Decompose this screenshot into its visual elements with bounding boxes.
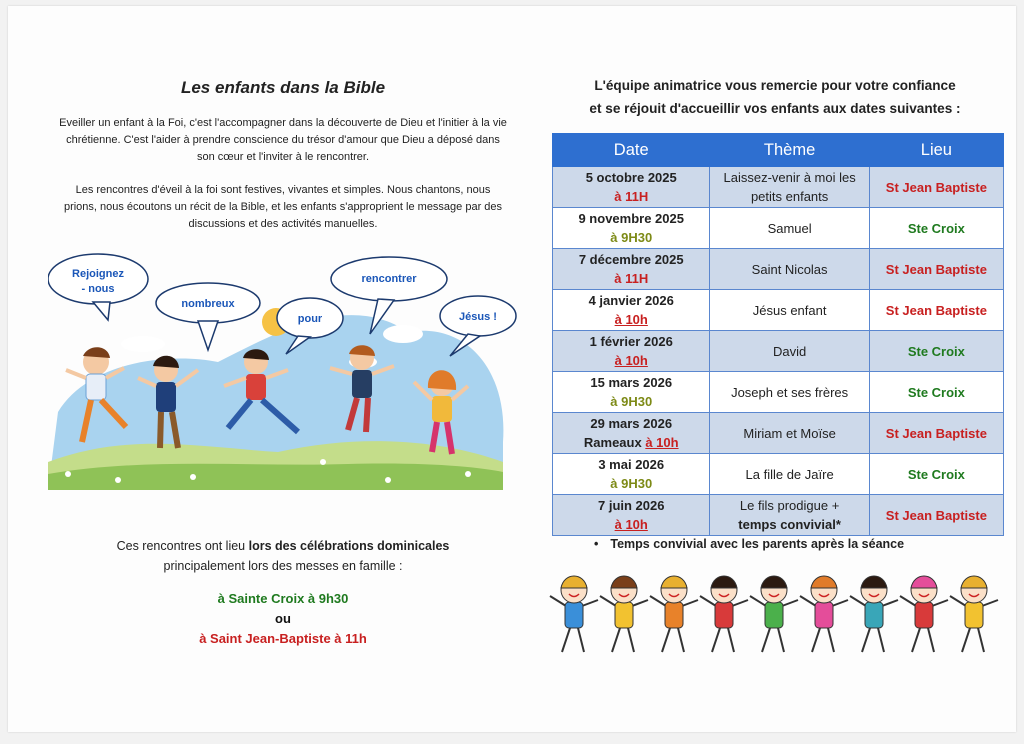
bubble-text-2: - nous (81, 283, 115, 295)
row-date-cell (553, 167, 710, 208)
page-title: Les enfants dans la Bible (180, 78, 386, 97)
row-theme-cell (710, 495, 869, 536)
table-row (553, 495, 1004, 536)
location-or: ou (275, 611, 291, 626)
row-theme: Samuel (767, 220, 812, 236)
bubble-nombreux (156, 283, 260, 350)
table-row (553, 372, 1004, 413)
row-date: 7 décembre 2025 (578, 252, 684, 267)
header-theme: Thème (710, 134, 869, 167)
row-date-cell (553, 372, 710, 413)
row-date: 5 octobre 2025 (585, 170, 677, 185)
row-date-cell (553, 413, 710, 454)
table-header-row (553, 134, 1004, 167)
row-date-cell (553, 290, 710, 331)
row-theme-cell (710, 208, 869, 249)
convivial-note (594, 537, 1014, 551)
row-time: à 10h (614, 517, 648, 532)
row-theme: Joseph et ses frères (731, 384, 849, 400)
row-time: à 9H30 (610, 476, 653, 491)
row-date-cell (553, 331, 710, 372)
bullet-icon: • (594, 537, 599, 551)
kid-figure (800, 576, 848, 652)
row-theme: Miriam et Moïse (743, 425, 836, 441)
kid-figure (900, 576, 948, 652)
bubble-text-3: nombreux (181, 298, 235, 310)
bubble-rejoignez (48, 254, 148, 320)
row-time: à 10h (614, 353, 648, 368)
table-row (553, 454, 1004, 495)
row-time: à 11H (614, 189, 649, 204)
kid-figure (650, 576, 698, 652)
celebration-suffix: principalement lors des messes en famille : (163, 559, 403, 573)
row-theme-cell (710, 331, 869, 372)
row-lieu: St Jean Baptiste (869, 495, 1003, 536)
row-date-cell (553, 249, 710, 290)
kid-figure (850, 576, 898, 652)
row-date: 29 mars 2026 (590, 416, 673, 431)
kid-figure (600, 576, 648, 652)
bubble-text-1: Rejoignez (72, 268, 124, 280)
kid-figure (700, 576, 748, 652)
row-theme: La fille de Jaïre (745, 466, 834, 482)
row-lieu: St Jean Baptiste (869, 413, 1003, 454)
table-row (553, 331, 1004, 372)
celebration-text (48, 536, 518, 576)
note-text: Temps convivial avec les parents après la séance (610, 537, 905, 551)
row-theme-cell (710, 372, 869, 413)
location-sainte-croix: à Sainte Croix à 9h30 (217, 591, 349, 606)
row-date-cell (553, 454, 710, 495)
row-date: 9 novembre 2025 (578, 211, 684, 226)
row-theme: David (772, 343, 807, 359)
header-lieu: Lieu (869, 134, 1003, 167)
row-theme: Le fils prodigue + (739, 498, 840, 513)
row-date-cell (553, 208, 710, 249)
row-date: 7 juin 2026 (597, 498, 665, 513)
row-theme-cell (710, 290, 869, 331)
row-time: à 10h (645, 435, 679, 450)
row-lieu: Ste Croix (869, 331, 1003, 372)
row-lieu: St Jean Baptiste (869, 249, 1003, 290)
flyer-sheet (8, 6, 1016, 732)
celebration-prefix: Ces rencontres ont lieu (116, 539, 249, 553)
row-time: à 9H30 (610, 394, 653, 409)
schedule-table (552, 133, 1004, 536)
row-date: 4 janvier 2026 (588, 293, 674, 308)
locations (48, 589, 518, 649)
row-theme-line2: temps convivial* (738, 517, 841, 532)
row-theme-cell (710, 249, 869, 290)
row-date: 1 février 2026 (589, 334, 673, 349)
schedule-intro (544, 74, 1006, 120)
row-lieu: St Jean Baptiste (869, 290, 1003, 331)
bubble-text-5: rencontrer (361, 273, 417, 285)
kid-figure (750, 576, 798, 652)
row-theme-cell (710, 167, 869, 208)
row-theme: Laissez-venir à moi les (723, 170, 856, 185)
row-date: 15 mars 2026 (590, 375, 673, 390)
row-date-cell (553, 495, 710, 536)
table-row (553, 208, 1004, 249)
row-time: à 9H30 (610, 230, 653, 245)
row-theme-line2: petits enfants (750, 189, 829, 204)
table-row (553, 249, 1004, 290)
bubble-text-6: Jésus ! (459, 311, 497, 323)
row-theme-cell (710, 454, 869, 495)
intro-paragraph: Eveiller un enfant à la Foi, c'est l'accompagner dans la découverte de Dieu et l'initier à la vie chrétienne. C'est l'aider à prendre conscience du trésor d'amour que Dieu a déposé dans son cœur et l'inviter à le rencontrer. (59, 117, 507, 163)
schedule-intro-line1: L'équipe animatrice vous remercie pour votre confiance (594, 78, 956, 93)
row-theme-cell (710, 413, 869, 454)
row-date: 3 mai 2026 (598, 457, 665, 472)
row-lieu: Ste Croix (869, 372, 1003, 413)
table-row (553, 167, 1004, 208)
table-row (553, 290, 1004, 331)
row-time: à 10h (614, 312, 648, 327)
table-row (553, 413, 1004, 454)
celebration-bold: lors des célébrations dominicales (248, 539, 450, 553)
header-date: Date (553, 134, 710, 167)
location-saint-jean: à Saint Jean-Baptiste à 11h (199, 631, 367, 646)
description-paragraph: Les rencontres d'éveil à la foi sont festives, vivantes et simples. Nous chantons, nous prions, nous écoutons un récit de la Bible, et les enfants s'approprient le message par des discussions et des activités manuelles. (63, 184, 503, 230)
kid-figure (950, 576, 998, 652)
row-time: à 11H (614, 271, 649, 286)
row-lieu: Ste Croix (869, 454, 1003, 495)
kids-row-illustration (548, 566, 1004, 666)
kid-figure (550, 576, 598, 652)
row-lieu: St Jean Baptiste (869, 167, 1003, 208)
schedule-intro-line2: et se réjouit d'accueillir vos enfants aux dates suivantes : (589, 101, 961, 116)
row-lieu: Ste Croix (869, 208, 1003, 249)
row-theme: Saint Nicolas (751, 261, 828, 277)
hill-front (48, 464, 503, 490)
bubble-text-4: pour (297, 313, 323, 325)
row-prefix: Rameaux (583, 435, 646, 450)
row-theme: Jésus enfant (752, 302, 827, 318)
children-illustration (48, 252, 518, 492)
